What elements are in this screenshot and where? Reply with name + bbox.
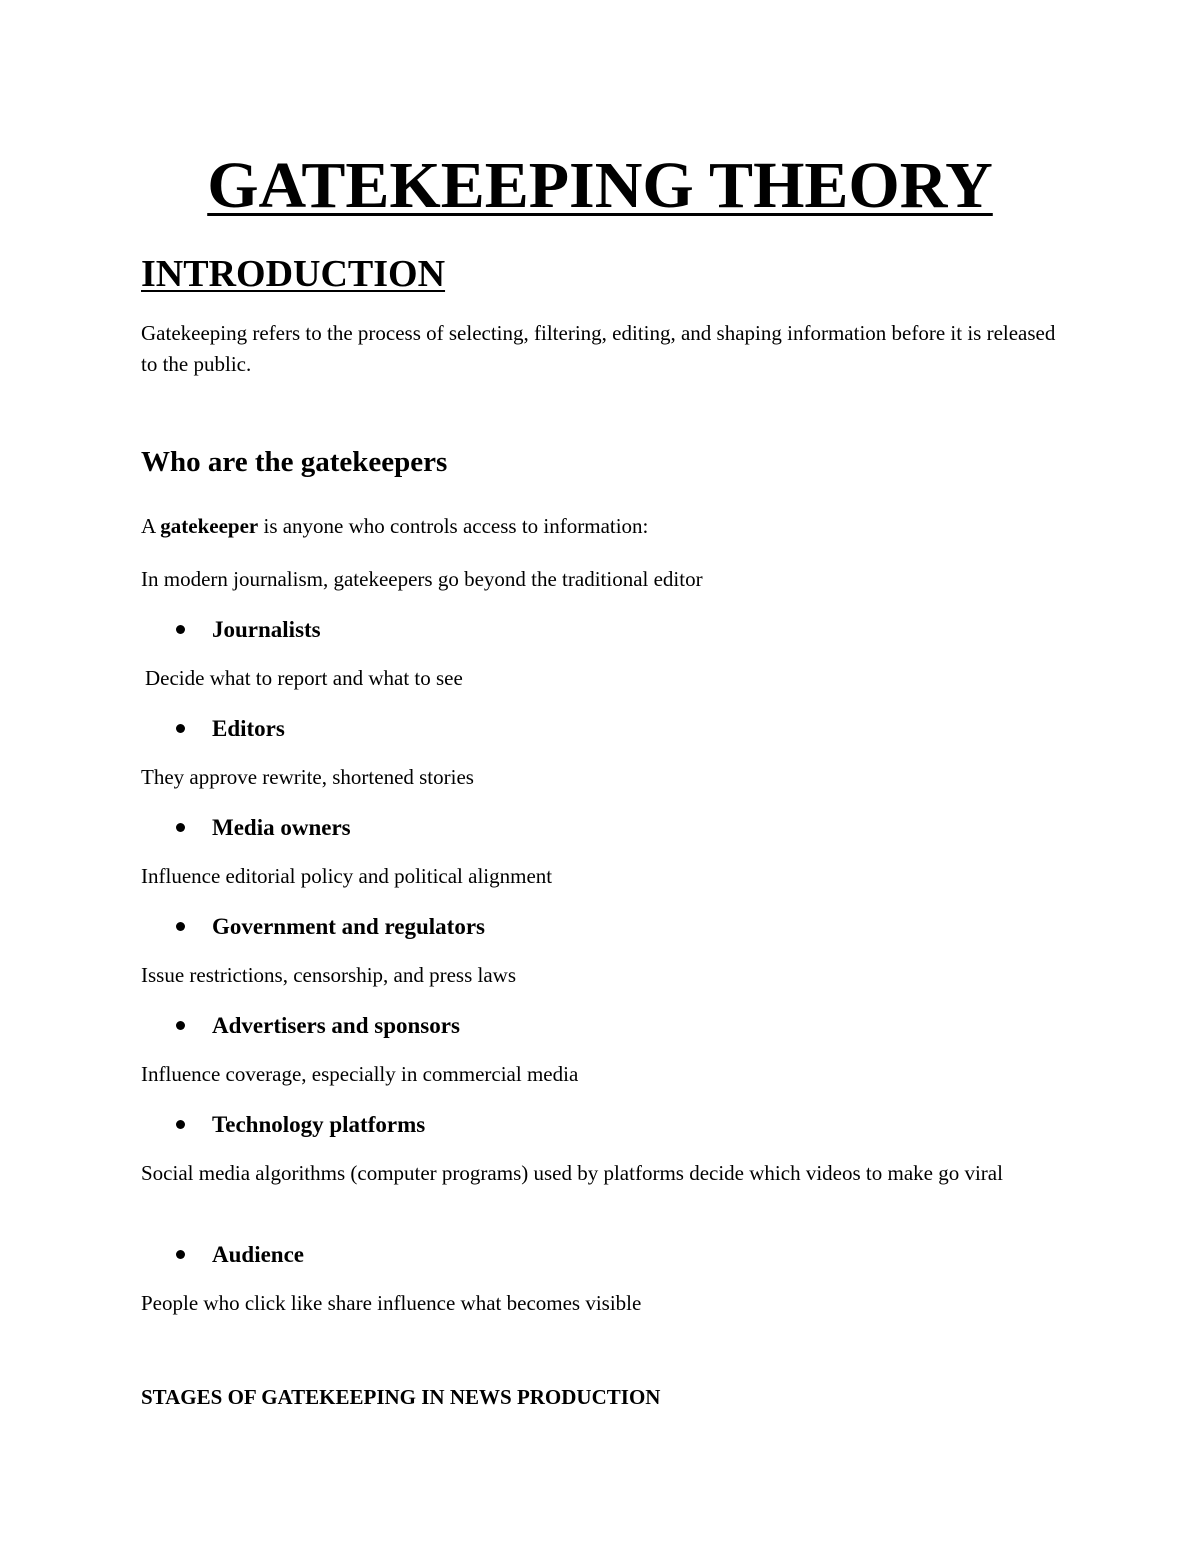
page-title: GATEKEEPING THEORY (207, 149, 993, 222)
definition-prefix: A (141, 514, 161, 538)
list-item-description: Influence coverage, especially in commercial media (141, 1062, 579, 1086)
list-item-description: Decide what to report and what to see (145, 666, 463, 690)
list-item-technology-platforms (176, 1109, 425, 1140)
bullet-icon (176, 1250, 185, 1259)
modern-journalism-text: In modern journalism, gatekeepers go beyond the traditional editor (141, 567, 703, 591)
list-item-label: Advertisers and sponsors (212, 1013, 460, 1038)
definition-suffix: is anyone who controls access to information: (258, 514, 649, 538)
stages-heading: STAGES OF GATEKEEPING IN NEWS PRODUCTION (141, 1385, 661, 1409)
list-item-label: Audience (212, 1242, 304, 1267)
bullet-icon (176, 1021, 185, 1030)
list-item-editors (176, 713, 285, 744)
introduction-heading: INTRODUCTION (141, 253, 446, 295)
bullet-icon (176, 1120, 185, 1129)
bullet-icon (176, 724, 185, 733)
list-item-advertisers (176, 1010, 460, 1041)
bullet-icon (176, 922, 185, 931)
list-item-label: Government and regulators (212, 914, 486, 939)
gatekeepers-heading: Who are the gatekeepers (141, 446, 448, 478)
introduction-text: Gatekeeping refers to the process of selecting, filtering, editing, and shaping information before it is released to the public. (141, 321, 1056, 376)
list-item-audience (176, 1239, 304, 1270)
bullet-icon (176, 625, 185, 634)
bullet-icon (176, 823, 185, 832)
list-item-description: Issue restrictions, censorship, and press laws (141, 963, 517, 987)
list-item-government (176, 911, 485, 942)
definition-term: gatekeeper (160, 514, 259, 538)
list-item-journalists (176, 614, 321, 645)
list-item-label: Media owners (212, 815, 351, 840)
list-item-description: People who click like share influence what becomes visible (141, 1291, 642, 1315)
list-item-description: They approve rewrite, shortened stories (141, 765, 474, 789)
list-item-description: Social media algorithms (computer programs) used by platforms decide which videos to make go viral (141, 1161, 1003, 1185)
gatekeeper-definition (141, 511, 648, 542)
list-item-label: Editors (212, 716, 285, 741)
list-item-label: Technology platforms (212, 1112, 426, 1137)
list-item-description: Influence editorial policy and political alignment (141, 864, 553, 888)
list-item-label: Journalists (212, 617, 321, 642)
list-item-media-owners (176, 812, 351, 843)
